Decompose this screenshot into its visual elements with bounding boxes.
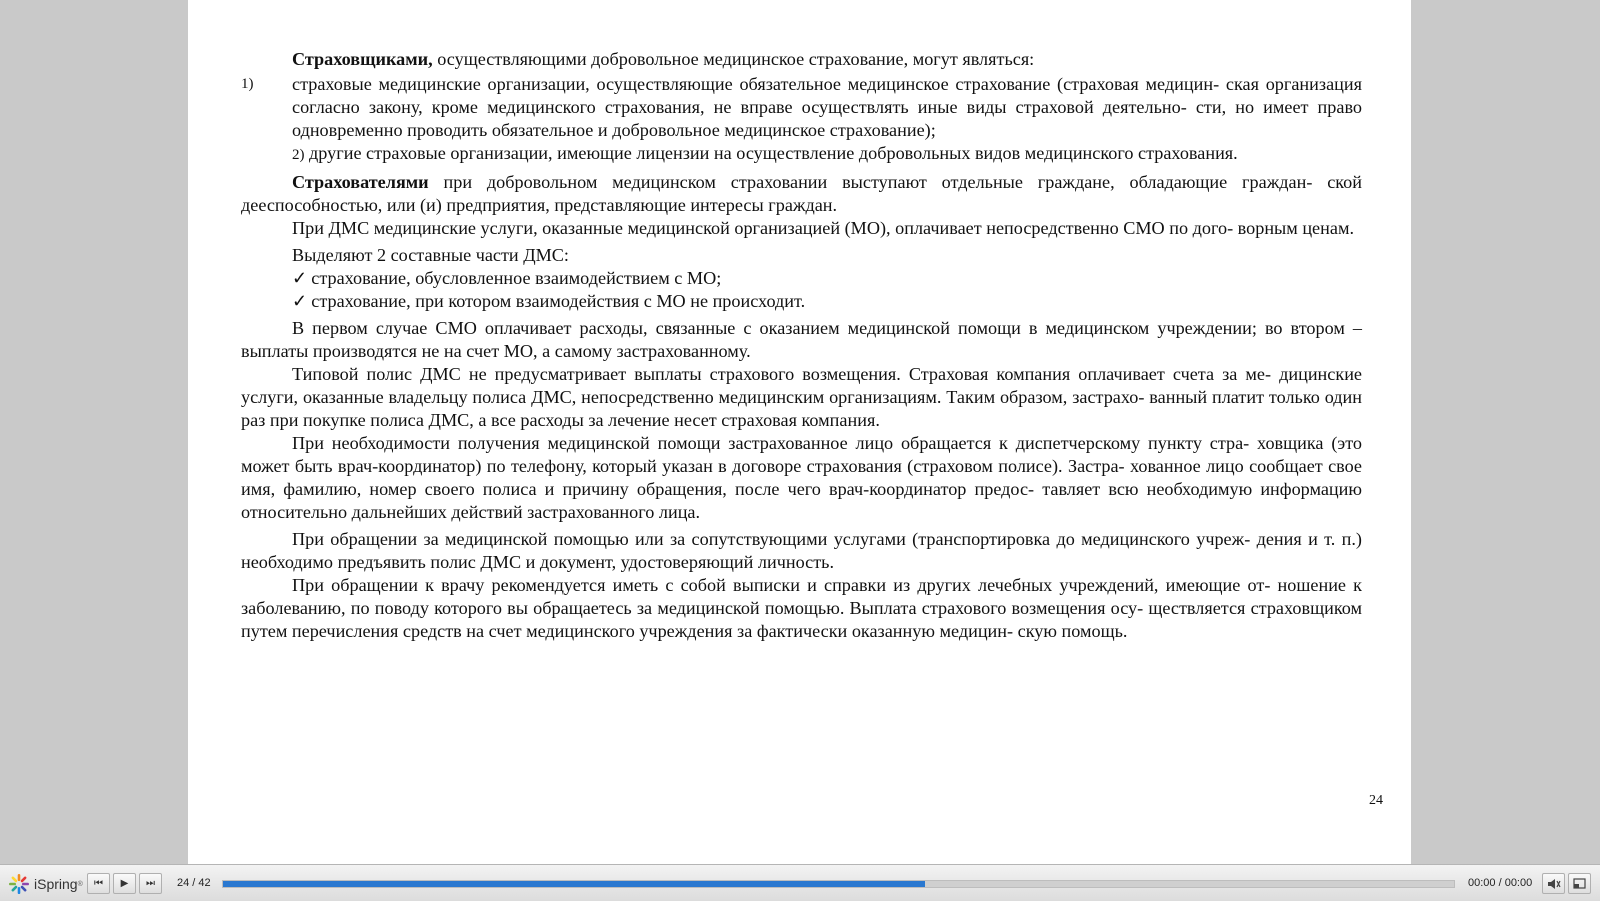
- list-number: 2): [292, 147, 305, 163]
- paragraph-documents: При обращении за медицинской помощью или за сопутствующими услугами (транспортировка до медицинского учреж- дения и т. п.) необходимо предъявить полис ДМС и документ, удостоверяющий личность.: [241, 529, 1362, 572]
- list-number: 1): [241, 76, 254, 92]
- checkmark-icon: ✓: [292, 291, 308, 311]
- player-toolbar: [0, 864, 1600, 901]
- time-display: 00:00 / 00:00: [1468, 877, 1533, 889]
- paragraph-dms-payment: При ДМС медицинские услуги, оказанные медицинской организацией (МО), оплачивает непосредственно СМО по дого- ворным ценам.: [292, 218, 1354, 238]
- volume-button[interactable]: [1542, 873, 1565, 894]
- paragraph-insurers: Страховщиками, осуществляющими добровольное медицинское страхование, могут являться:: [292, 49, 1035, 69]
- progress-fill: [223, 881, 925, 887]
- slide-text: [241, 48, 1362, 643]
- list-item-2: 2) другие страховые организации, имеющие лицензии на осуществление добровольных видов медицинского страхования.: [292, 143, 1238, 163]
- check-item-2: ✓ страхование, при котором взаимодействия с МО не происходит.: [292, 291, 806, 311]
- fullscreen-icon: [1573, 878, 1586, 889]
- next-slide-button[interactable]: [139, 873, 162, 894]
- fullscreen-button[interactable]: [1568, 873, 1591, 894]
- fast-forward-icon: ⏭: [146, 878, 155, 889]
- list-item-1: [241, 73, 1362, 142]
- paragraph-doctor-visit: При обращении к врачу рекомендуется иметь с собой выписки и справки из других лечебных учреждений, имеющие от- ношение к заболеванию, по поводу которого вы обращаетесь за медицинской помощью. Выплата страхового возмещения осу- ществляется страховщиком путем перечисления средств на счет медицинского учреждения за фактически оказанную медицин- скую помощь.: [241, 575, 1362, 641]
- paragraph-parts-intro: Выделяют 2 составные части ДМС:: [292, 245, 569, 265]
- term-policyholders: Страхователями: [292, 172, 429, 192]
- progress-bar[interactable]: [222, 880, 1455, 888]
- play-button[interactable]: [113, 873, 136, 894]
- ispring-logo-text: iSpring: [34, 876, 78, 892]
- check-item-1: ✓ страхование, обусловленное взаимодействием с МО;: [292, 268, 722, 288]
- paragraph-typical-policy: Типовой полис ДМС не предусматривает выплаты страхового возмещения. Страховая компания оплачивает счета за ме- дицинские услуги, оказанные владельцу полиса ДМС, непосредственно медицинским организациям. Таким образом, застрахо- ванный платит только один раз при покупке полиса ДМС, а все расходы за лечение несет страховая компания.: [241, 364, 1362, 430]
- volume-muted-icon: [1547, 878, 1561, 890]
- ispring-logo: [8, 873, 83, 895]
- rewind-icon: ⏮: [94, 878, 103, 889]
- page-number: 24: [1369, 793, 1383, 808]
- term-insurers: Страховщиками,: [292, 49, 433, 69]
- play-icon: ▶: [120, 878, 129, 889]
- paragraph-policyholders: Страхователями при добровольном медицинском страховании выступают отдельные граждане, обладающие граждан- ской дееспособностью, или (и) предприятия, представляющие интересы граждан.: [241, 172, 1362, 215]
- paragraph-first-case: В первом случае СМО оплачивает расходы, связанные с оказанием медицинской помощи в медицинском учреждении; во втором – выплаты производятся не на счет МО, а самому застрахованному.: [241, 318, 1362, 361]
- checkmark-icon: ✓: [292, 268, 308, 288]
- paragraph-medical-help: При необходимости получения медицинской помощи застрахованное лицо обращается к диспетчерскому пункту стра- ховщика (это может быть врач-координатор) по телефону, который указан в договоре страхования (страховом полисе). Застра- хованное лицо сообщает свое имя, фамилию, номер своего полиса и причину обращения, после чего врач-координатор предос- тавляет всю необходимую информацию относительно дальнейших действий застрахованного лица.: [241, 433, 1362, 522]
- slide-page: [188, 0, 1411, 864]
- ispring-logo-icon: [8, 873, 30, 895]
- registered-mark: ®: [77, 880, 83, 888]
- slide-counter: 24 / 42: [177, 877, 211, 889]
- list-text: страховые медицинские организации, осуществляющие обязательное медицинское страхование (страховая медицин- ская организация согласно закону, кроме медицинского страхования, не вправе осуществлять иные виды страховой деятельно- сти, но имеет право одновременно проводить обязательное и добровольное медицинское страхование);: [292, 74, 1362, 140]
- previous-slide-button[interactable]: [87, 873, 110, 894]
